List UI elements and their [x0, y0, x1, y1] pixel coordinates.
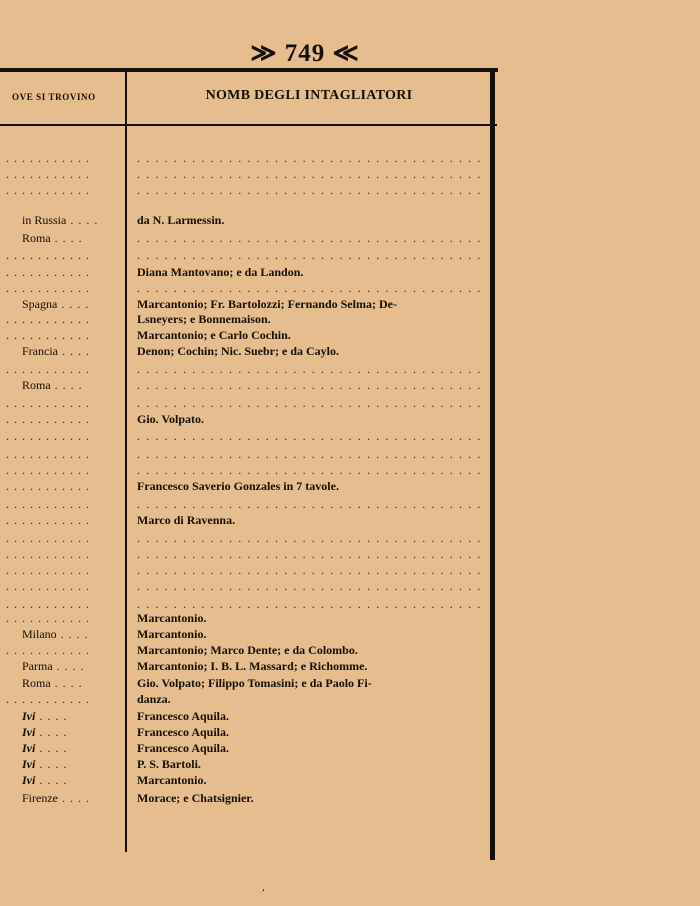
engravers-cell: . . . . . . . . . . . . . . . . . . . . . . . . . . . . . . . . . . . . . .	[137, 579, 482, 593]
place-cell	[0, 343, 144, 359]
engravers-cell: . . . . . . . . . . . . . . . . . . . . . . . . . . . . . . . . . . . . . .	[137, 151, 482, 165]
place-cell	[0, 166, 128, 182]
place-cell	[0, 361, 128, 377]
engravers-cell: Francesco Aquila.	[137, 709, 229, 723]
engravers-cell: Morace; e Chatsignier.	[137, 791, 254, 805]
table-row	[0, 756, 490, 772]
leader-dots: . . . . . . . . . . .	[6, 183, 90, 197]
place-cell	[0, 296, 144, 312]
place-cell	[0, 772, 144, 788]
leader-dots: . . . . . . . . . . .	[6, 312, 90, 326]
leader-dots: . . . .	[50, 676, 83, 690]
table-row	[0, 264, 490, 280]
place-text: Parma	[22, 659, 53, 673]
table-row	[0, 708, 490, 724]
table-row	[0, 212, 490, 228]
table-row	[0, 411, 490, 427]
engravers-cell: Denon; Cochin; Nic. Suebr; e da Caylo.	[137, 344, 340, 358]
engravers-cell: Francesco Aquila.	[137, 725, 229, 739]
place-text: Ivi	[22, 709, 36, 723]
place-cell	[0, 150, 128, 166]
engravers-cell: Francesco Aquila.	[137, 741, 229, 755]
header-rule	[0, 124, 497, 126]
leader-dots: . . . .	[56, 627, 89, 641]
place-cell	[0, 280, 128, 296]
table-row	[0, 462, 490, 478]
engravers-cell: da N. Larmessin.	[137, 213, 225, 227]
place-cell	[0, 247, 128, 263]
column-header-engravers: NOMB DEGLI INTAGLIATORI	[205, 88, 413, 103]
place-text: Milano	[22, 627, 57, 641]
place-text: in Russia	[22, 213, 67, 227]
table-row	[0, 512, 490, 528]
leader-dots: . . . . . . . . . . .	[6, 281, 90, 295]
table-row	[0, 296, 490, 312]
engravers-cell: Marco di Ravenna.	[137, 513, 236, 527]
engravers-cell: . . . . . . . . . . . . . . . . . . . . . . . . . . . . . . . . . . . . . .	[137, 429, 482, 443]
place-cell	[0, 264, 128, 280]
leader-dots: . . . . . . . . . . .	[6, 248, 90, 262]
place-cell	[0, 230, 144, 246]
table-row	[0, 377, 490, 393]
engravers-cell: Marcantonio; Marco Dente; e da Colombo.	[137, 643, 358, 657]
table-row	[0, 343, 490, 359]
engravers-cell: . . . . . . . . . . . . . . . . . . . . . . . . . . . . . . . . . . . . . .	[137, 463, 482, 477]
engravers-cell: P. S. Bartoli.	[137, 757, 201, 771]
engravers-cell: . . . . . . . . . . . . . . . . . . . . . . . . . . . . . . . . . . . . . .	[137, 183, 482, 197]
place-cell	[0, 578, 128, 594]
table-row	[0, 247, 490, 263]
table-row	[0, 395, 490, 411]
engravers-cell: . . . . . . . . . . . . . . . . . . . . . . . . . . . . . . . . . . . . . .	[137, 447, 482, 461]
place-cell	[0, 626, 144, 642]
leader-dots: . . . . . . . . . . .	[6, 563, 90, 577]
column-header-location: OVE SI TROVINO	[12, 92, 96, 102]
top-rule	[0, 68, 498, 72]
place-cell	[0, 446, 128, 462]
place-cell	[0, 496, 128, 512]
leader-dots: . . . .	[57, 344, 90, 358]
leader-dots: . . . .	[35, 709, 68, 723]
leader-dots: . . . .	[50, 231, 83, 245]
place-cell	[0, 311, 128, 327]
table-row	[0, 280, 490, 296]
leader-dots: . . . . . . . . . . .	[6, 328, 90, 342]
engravers-cell: . . . . . . . . . . . . . . . . . . . . . . . . . . . . . . . . . . . . . .	[137, 396, 482, 410]
engravers-cell: . . . . . . . . . . . . . . . . . . . . . . . . . . . . . . . . . . . . . .	[137, 497, 482, 511]
place-cell	[0, 610, 128, 626]
table-row	[0, 772, 490, 788]
engravers-cell: Diana Mantovano; e da Landon.	[137, 265, 304, 279]
engravers-cell: Francesco Saverio Gonzales in 7 tavole.	[137, 479, 339, 493]
engravers-cell: . . . . . . . . . . . . . . . . . . . . . . . . . . . . . . . . . . . . . .	[137, 378, 482, 392]
place-cell	[0, 377, 144, 393]
table-row	[0, 562, 490, 578]
place-text: Ivi	[22, 773, 36, 787]
table-row	[0, 150, 490, 166]
leader-dots: . . . .	[50, 378, 83, 392]
leader-dots: . . . . . . . . . . .	[6, 643, 90, 657]
leader-dots: . . . . . . . . . . .	[6, 579, 90, 593]
place-cell	[0, 512, 128, 528]
table-row	[0, 496, 490, 512]
engravers-cell: danza.	[137, 692, 171, 706]
engravers-cell: . . . . . . . . . . . . . . . . . . . . . . . . . . . . . . . . . . . . . .	[137, 167, 482, 181]
page-number: ≫ 749 ≪	[250, 40, 360, 67]
place-text: Roma	[22, 676, 51, 690]
place-cell	[0, 675, 144, 691]
leader-dots: . . . .	[35, 725, 68, 739]
place-text: Roma	[22, 378, 51, 392]
table-row	[0, 478, 490, 494]
engravers-cell: Marcantonio.	[137, 627, 207, 641]
engravers-cell: . . . . . . . . . . . . . . . . . . . . . . . . . . . . . . . . . . . . . .	[137, 231, 482, 245]
leader-dots: . . . .	[35, 741, 68, 755]
leader-dots: . . . . . . . . . . .	[6, 362, 90, 376]
leader-dots: . . . . . . . . . . .	[6, 692, 90, 706]
place-cell	[0, 756, 144, 772]
engravers-cell: . . . . . . . . . . . . . . . . . . . . . . . . . . . . . . . . . . . . . .	[137, 248, 482, 262]
table-row	[0, 546, 490, 562]
place-cell	[0, 530, 128, 546]
engravers-cell: Marcantonio; Fr. Bartolozzi; Fernando Selma; De-	[137, 297, 397, 311]
engravers-cell: . . . . . . . . . . . . . . . . . . . . . . . . . . . . . . . . . . . . . .	[137, 597, 482, 611]
engravers-cell: Gio. Volpato.	[137, 412, 205, 426]
leader-dots: . . . .	[57, 791, 90, 805]
leader-dots: . . . . . . . . . . .	[6, 396, 90, 410]
leader-dots: . . . . . . . . . . .	[6, 497, 90, 511]
table-row	[0, 691, 490, 707]
table-row	[0, 230, 490, 246]
table-row	[0, 626, 490, 642]
table-row	[0, 327, 490, 343]
table-row	[0, 446, 490, 462]
leader-dots: . . . . . . . . . . .	[6, 265, 90, 279]
place-cell	[0, 562, 128, 578]
table-row	[0, 530, 490, 546]
place-text: Ivi	[22, 741, 36, 755]
right-border-rule	[490, 70, 495, 860]
table-row	[0, 658, 490, 674]
engravers-cell: . . . . . . . . . . . . . . . . . . . . . . . . . . . . . . . . . . . . . .	[137, 281, 482, 295]
table-row	[0, 182, 490, 198]
table-row	[0, 361, 490, 377]
leader-dots: . . . .	[52, 659, 85, 673]
engravers-cell: Gio. Volpato; Filippo Tomasini; e da Paolo Fi-	[137, 676, 372, 690]
place-text: Roma	[22, 231, 51, 245]
table-row	[0, 724, 490, 740]
leader-dots: . . . . . . . . . . .	[6, 547, 90, 561]
table-row	[0, 166, 490, 182]
engravers-cell: . . . . . . . . . . . . . . . . . . . . . . . . . . . . . . . . . . . . . .	[137, 362, 482, 376]
table-row	[0, 578, 490, 594]
engravers-cell: . . . . . . . . . . . . . . . . . . . . . . . . . . . . . . . . . . . . . .	[137, 547, 482, 561]
engravers-cell: . . . . . . . . . . . . . . . . . . . . . . . . . . . . . . . . . . . . . .	[137, 531, 482, 545]
leader-dots: . . . .	[66, 213, 99, 227]
leader-dots: . . . . . . . . . . .	[6, 479, 90, 493]
place-text: Spagna	[22, 297, 58, 311]
place-cell	[0, 327, 128, 343]
place-cell	[0, 428, 128, 444]
table-row	[0, 311, 490, 327]
leader-dots: . . . . . . . . . . .	[6, 151, 90, 165]
leader-dots: . . . . . . . . . . .	[6, 447, 90, 461]
place-cell	[0, 478, 128, 494]
table-row	[0, 642, 490, 658]
table-row	[0, 740, 490, 756]
leader-dots: . . . . . . . . . . .	[6, 429, 90, 443]
place-cell	[0, 395, 128, 411]
table-row	[0, 790, 490, 806]
engravers-cell: Marcantonio; e Carlo Cochin.	[137, 328, 291, 342]
place-text: Ivi	[22, 757, 36, 771]
leader-dots: . . . .	[35, 757, 68, 771]
place-text: Francia	[22, 344, 58, 358]
place-cell	[0, 740, 144, 756]
place-cell	[0, 212, 144, 228]
place-cell	[0, 182, 128, 198]
place-cell	[0, 642, 128, 658]
leader-dots: . . . . . . . . . . .	[6, 167, 90, 181]
leader-dots: . . . . . . . . . . .	[6, 531, 90, 545]
leader-dots: . . . . . . . . . . .	[6, 611, 90, 625]
place-cell	[0, 658, 144, 674]
leader-dots: . . . . . . . . . . .	[6, 513, 90, 527]
table-row	[0, 675, 490, 691]
place-cell	[0, 411, 128, 427]
engravers-cell: . . . . . . . . . . . . . . . . . . . . . . . . . . . . . . . . . . . . . .	[137, 563, 482, 577]
leader-dots: . . . .	[57, 297, 90, 311]
place-cell	[0, 708, 144, 724]
table-row	[0, 428, 490, 444]
engravers-cell: Marcantonio; I. B. L. Massard; e Richomme.	[137, 659, 368, 673]
place-cell	[0, 691, 128, 707]
place-cell	[0, 724, 144, 740]
leader-dots: . . . . . . . . . . .	[6, 412, 90, 426]
table-row	[0, 610, 490, 626]
leader-dots: . . . .	[35, 773, 68, 787]
place-text: Ivi	[22, 725, 36, 739]
place-text: Firenze	[22, 791, 58, 805]
engravers-cell: Marcantonio.	[137, 611, 207, 625]
leader-dots: . . . . . . . . . . .	[6, 463, 90, 477]
engravers-cell: Marcantonio.	[137, 773, 207, 787]
engravers-cell: Lsneyers; e Bonnemaison.	[137, 312, 271, 326]
place-cell	[0, 790, 144, 806]
leader-dots: . . . . . . . . . . .	[6, 597, 90, 611]
place-cell	[0, 546, 128, 562]
place-cell	[0, 462, 128, 478]
ink-speck: ,	[262, 882, 266, 893]
